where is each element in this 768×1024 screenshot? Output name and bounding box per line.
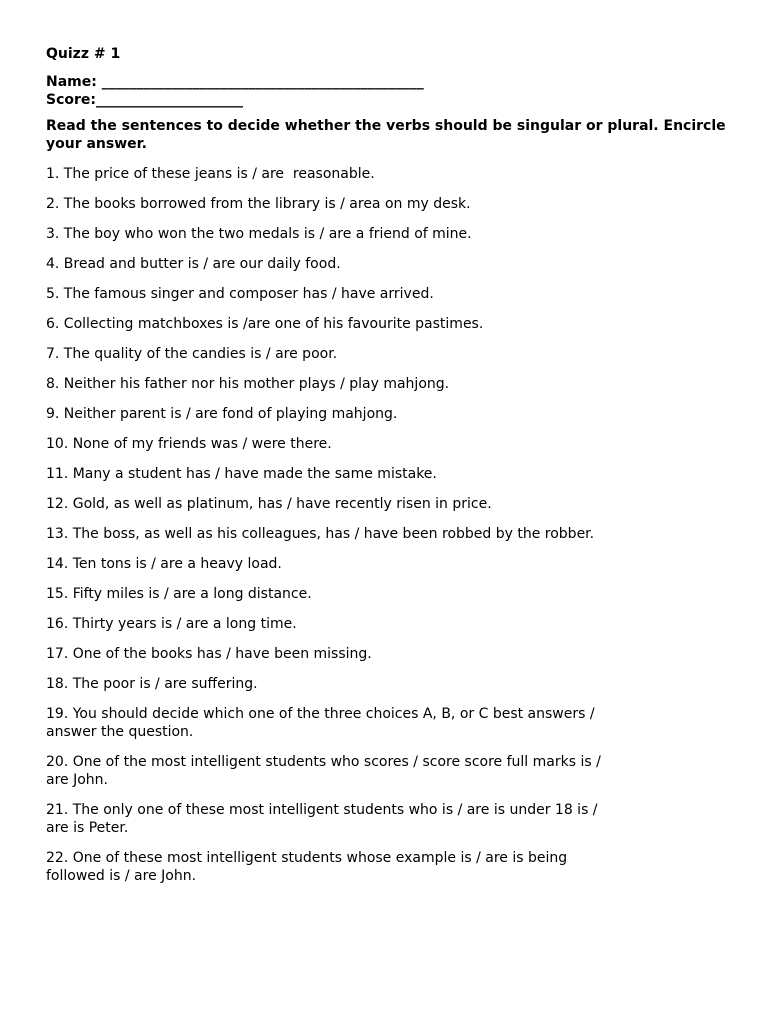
quiz-title: Quizz # 1 — [46, 46, 121, 62]
question-item: 10. None of my friends was / were there. — [46, 436, 332, 452]
question-item: 18. The poor is / are suffering. — [46, 676, 258, 692]
question-item: 11. Many a student has / have made the same mistake. — [46, 466, 437, 482]
question-item: 9. Neither parent is / are fond of playing mahjong. — [46, 406, 398, 422]
question-item: 3. The boy who won the two medals is / are a friend of mine. — [46, 226, 472, 242]
question-item: 17. One of the books has / have been missing. — [46, 646, 372, 662]
question-item: 16. Thirty years is / are a long time. — [46, 616, 297, 632]
score-field[interactable]: Score:_____________________ — [46, 92, 243, 108]
question-item: 22. One of these most intelligent students whose example is / are is being followed is / are John. — [46, 850, 572, 884]
name-field[interactable]: Name: ______________________________________________ — [46, 74, 424, 90]
question-item: 14. Ten tons is / are a heavy load. — [46, 556, 282, 572]
question-item: 6. Collecting matchboxes is /are one of his favourite pastimes. — [46, 316, 484, 332]
instructions: Read the sentences to decide whether the verbs should be singular or plural. Encircle your answer. — [46, 118, 726, 152]
question-item: 5. The famous singer and composer has / have arrived. — [46, 286, 434, 302]
question-item: 15. Fifty miles is / are a long distance. — [46, 586, 312, 602]
question-item: 4. Bread and butter is / are our daily food. — [46, 256, 341, 272]
question-item: 2. The books borrowed from the library is / area on my desk. — [46, 196, 471, 212]
question-item: 8. Neither his father nor his mother plays / play mahjong. — [46, 376, 450, 392]
quiz-sheet — [46, 45, 736, 897]
question-item: 12. Gold, as well as platinum, has / have recently risen in price. — [46, 496, 492, 512]
question-item: 1. The price of these jeans is / are reasonable. — [46, 166, 375, 182]
question-item: 21. The only one of these most intelligent students who is / are is under 18 is / are is Peter. — [46, 802, 602, 836]
question-item: 7. The quality of the candies is / are poor. — [46, 346, 338, 362]
question-item: 13. The boss, as well as his colleagues, has / have been robbed by the robber. — [46, 526, 595, 542]
question-list — [46, 165, 736, 885]
question-item: 20. One of the most intelligent students who scores / score score full marks is / are John. — [46, 754, 606, 788]
question-item: 19. You should decide which one of the three choices A, B, or C best answers / answer the question. — [46, 706, 600, 740]
